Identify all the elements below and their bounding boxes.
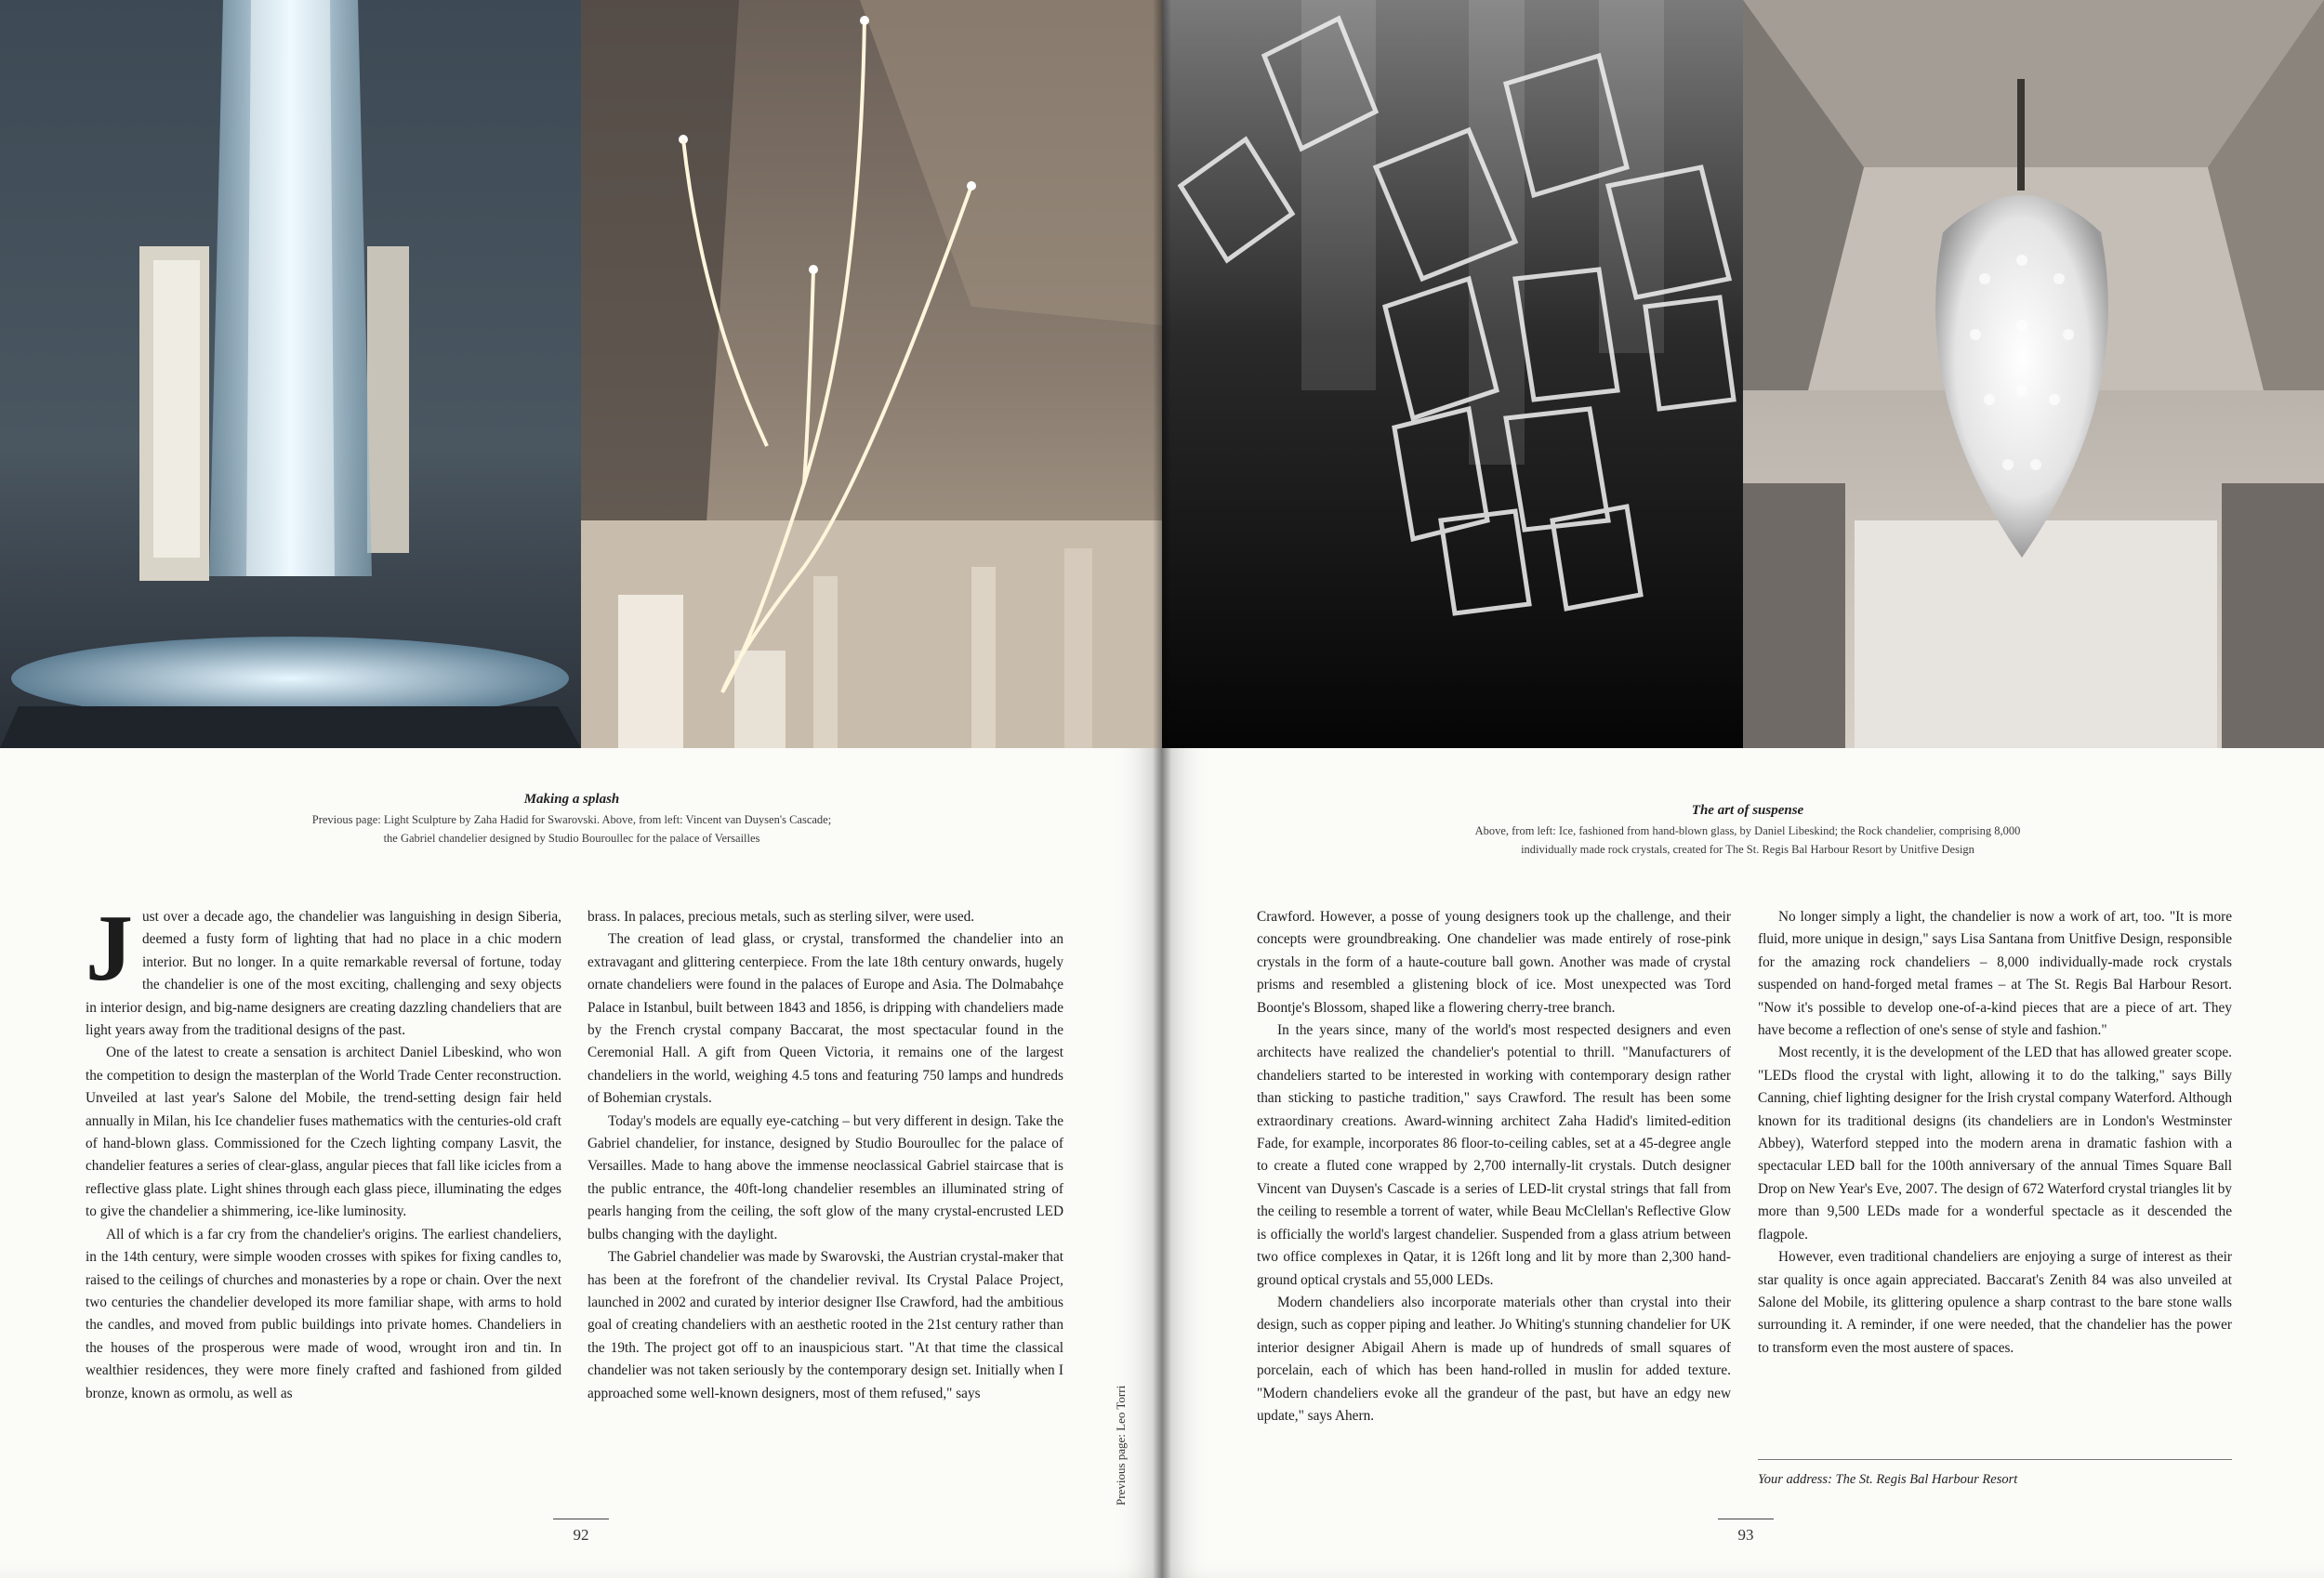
- gabriel-chandelier-photo: [581, 0, 1162, 748]
- ice-chandelier-photo: [1162, 0, 1743, 748]
- paragraph: However, even traditional chandeliers are enjoying a surge of interest as their star quality is once again appreciated. Baccarat's Zenith 84 was also unveiled at Salone del Mobile, its glittering opulence a sharp contrast to the bare stone walls surrounding it. A reminder, if one were needed, that the chandelier has the power to transform even the most austere of spaces.: [1758, 1249, 2232, 1356]
- right-page: [1162, 0, 2324, 1578]
- page-number: 92: [573, 1526, 589, 1544]
- paragraph: In the years since, many of the world's most respected designers and even architects have realized the chandelier's potential to thrill. "Manufacturers of chandeliers started to be interested in working with contemporary design rather than sticking to pastiche tradition," says Crawford. The result has been some extraordinary creations. Award-winning architect Zaha Hadid's limited-edition Fade, for example, incorporates 86 floor-to-ceiling cables, set at a 45-degree angle to create a fluted cone wrapped by 2,700 internally-lit crystals. Dutch designer Vincent van Duysen's Cascade is a series of LED-lit crystal strings that fall from the ceiling to resemble a torrent of water, while Beau McClellan's Reflective Glow is officially the world's largest chandelier. Suspended from a glass atrium between two office complexes in Qatar, it is 126ft long and lit by more than 2,300 hand-ground optical crystals and 55,000 LEDs.: [1257, 1022, 1731, 1288]
- left-caption: [214, 790, 930, 848]
- caption-line: Previous page: Light Sculpture by Zaha Hadid for Swarovski. Above, from left: Vincent van Duysen's Cascade;: [311, 813, 832, 826]
- caption-line: Above, from left: Ice, fashioned from hand-blown glass, by Daniel Libeskind; the Rock chandelier, comprising 8,000: [1474, 824, 2021, 837]
- paragraph: One of the latest to create a sensation is architect Daniel Libeskind, who won the competition to design the masterplan of the World Trade Center reconstruction. Unveiled at last year's Salone del Mobile, the trend-setting design fair held annually in Milan, his Ice chandelier fuses mathematics with the centuries-old craft of hand-blown glass. Commissioned for the Czech lighting company Lasvit, the chandelier features a series of clear-glass, angular pieces that fall like icicles from a reflective glass plate. Light shines through each glass piece, illuminating the edges to give the chandelier a shimmering, ice-like luminosity.: [86, 1045, 561, 1220]
- article-column-3: [1257, 906, 1731, 1427]
- paragraph: Modern chandeliers also incorporate materials other than crystal into their design, such as copper piping and leather. Jo Whiting's stunning chandelier for UK interior designer Abigail Ahern is made up of hundreds of small squares of porcelain, each of which has been hand-rolled in muslin for added texture. "Modern chandeliers evoke all the grandeur of the past, but have an edgy new update," says Ahern.: [1257, 1294, 1731, 1424]
- paragraph: The creation of lead glass, or crystal, transformed the chandelier into an extravagant and glittering centerpiece. From the late 18th century onwards, hugely ornate chandeliers were found in the palaces of Europe and Asia. The Dolmabahçe Palace in Istanbul, built between 1843 and 1856, is dripping with chandeliers made by the French crystal company Baccarat, the most spectacular found in the Ceremonial Hall. A gift from Queen Victoria, it remains one of the largest chandeliers in the world, weighing 4.5 tons and featuring 750 lamps and hundreds of Bohemian crystals.: [588, 931, 1063, 1107]
- photo-credit: [1114, 1348, 1134, 1506]
- article-column-1: [86, 896, 561, 1405]
- paragraph: No longer simply a light, the chandelier is now a work of art, too. "It is more fluid, more unique in design," says Lisa Santana from Unitfive Design, responsible for the amazing rock chandeliers – 8,000 individually-made rock crystals suspended on hand-forged metal frames – at The St. Regis Bal Harbour Resort. "Now it's possible to develop one-of-a-kind pieces that are a piece of art. They have become a reflection of one's sense of style and fashion.": [1758, 909, 2232, 1039]
- caption-line: the Gabriel chandelier designed by Studio Bouroullec for the palace of Versailles: [383, 832, 760, 845]
- address-line: Your address: The St. Regis Bal Harbour Resort: [1758, 1472, 2018, 1487]
- rock-chandelier-photo: [1743, 0, 2324, 748]
- paragraph: Most recently, it is the development of the LED that has allowed greater scope. "LEDs flood the crystal with light, allowing it to do the talking," says Billy Canning, chief lighting designer for the Irish crystal company Waterford. Although known for its traditional designs (its chandeliers are in London's Westminster Abbey), Waterford stepped into the modern arena in dramatic fashion with a spectacular LED ball for the 100th anniversary of the annual Times Square Ball Drop on New Year's Eve, 2007. The design of 672 Waterford crystal triangles lit by more than 9,500 LEDs made for a wonderful spectacle as it descended the flagpole.: [1758, 1045, 2232, 1243]
- paragraph: brass. In palaces, precious metals, such as sterling silver, were used.: [588, 909, 975, 925]
- drop-cap: J: [86, 896, 133, 1001]
- paragraph: ust over a decade ago, the chandelier was languishing in design Siberia, deemed a fusty form of lighting that had no place in a chic modern interior. But no longer. In a quite remarkable reversal of fortune, today the chandelier is one of the most exciting, challenging and sexy objects in interior design, and big-name designers are creating dazzling chandeliers that are light years away from the traditional designs of the past.: [86, 909, 561, 1039]
- light-sculpture-photo: [0, 0, 581, 748]
- photo-credit-text: Previous page: Leo Torri: [1114, 1385, 1128, 1506]
- right-caption: [1376, 801, 2119, 859]
- caption-title: The art of suspense: [1691, 803, 1804, 818]
- article-column-4: [1758, 906, 2232, 1360]
- gutter-shadow: [1153, 0, 1171, 1578]
- paragraph: Today's models are equally eye-catching – but very different in design. Take the Gabriel chandelier, for instance, designed by Studio Bouroullec for the palace of Versailles. Made to hang above the immense neoclassical Gabriel staircase that is the public entrance, the 40ft-long chandelier resembles an illuminated string of pearls hanging from the ceiling, the soft glow of the many crystal-encrusted LED bulbs changing with the daylight.: [588, 1112, 1063, 1243]
- caption-line: individually made rock crystals, created for The St. Regis Bal Harbour Resort by Unitfive Design: [1521, 843, 1974, 856]
- page-number: 93: [1737, 1526, 1754, 1544]
- address-rule: [1758, 1459, 2232, 1460]
- paragraph: The Gabriel chandelier was made by Swarovski, the Austrian crystal-maker that has been at the forefront of the chandelier revival. Its Crystal Palace Project, launched in 2002 and curated by interior designer Ilse Crawford, had the ambitious goal of creating chandeliers with an aesthetic rooted in the 21st century rather than the 19th. The project got off to an inauspicious start. "At that time the classical chandelier was not taken seriously by the contemporary design set. Initially when I approached some well-known designers, most of them refused," says: [588, 1249, 1063, 1401]
- paragraph: All of which is a far cry from the chandelier's origins. The earliest chandeliers, in the 14th century, were simple wooden crosses with spikes for fixing candles to, raised to the ceilings of churches and monasteries by a rope or chain. Over the next two centuries the chandelier developed its more familiar shape, with arms to hold the candles, and moved from public buildings into private homes. Chandeliers in the houses of the prosperous were made of wood, wrought iron and tin. In wealthier residences, they were more finely crafted and fashioned from gilded bronze, known as ormolu, as well as: [86, 1226, 561, 1401]
- article-column-2: [588, 906, 1063, 1405]
- caption-title: Making a splash: [523, 792, 620, 807]
- paragraph: Crawford. However, a posse of young designers took up the challenge, and their concepts were groundbreaking. One chandelier was made entirely of rose-pink crystals in the form of a haute-couture ball gown. Another was made of crystal prisms and resembled a glistening block of ice. Most unexpected was Tord Boontje's Blossom, shaped like a flowering cherry-tree branch.: [1257, 909, 1731, 1016]
